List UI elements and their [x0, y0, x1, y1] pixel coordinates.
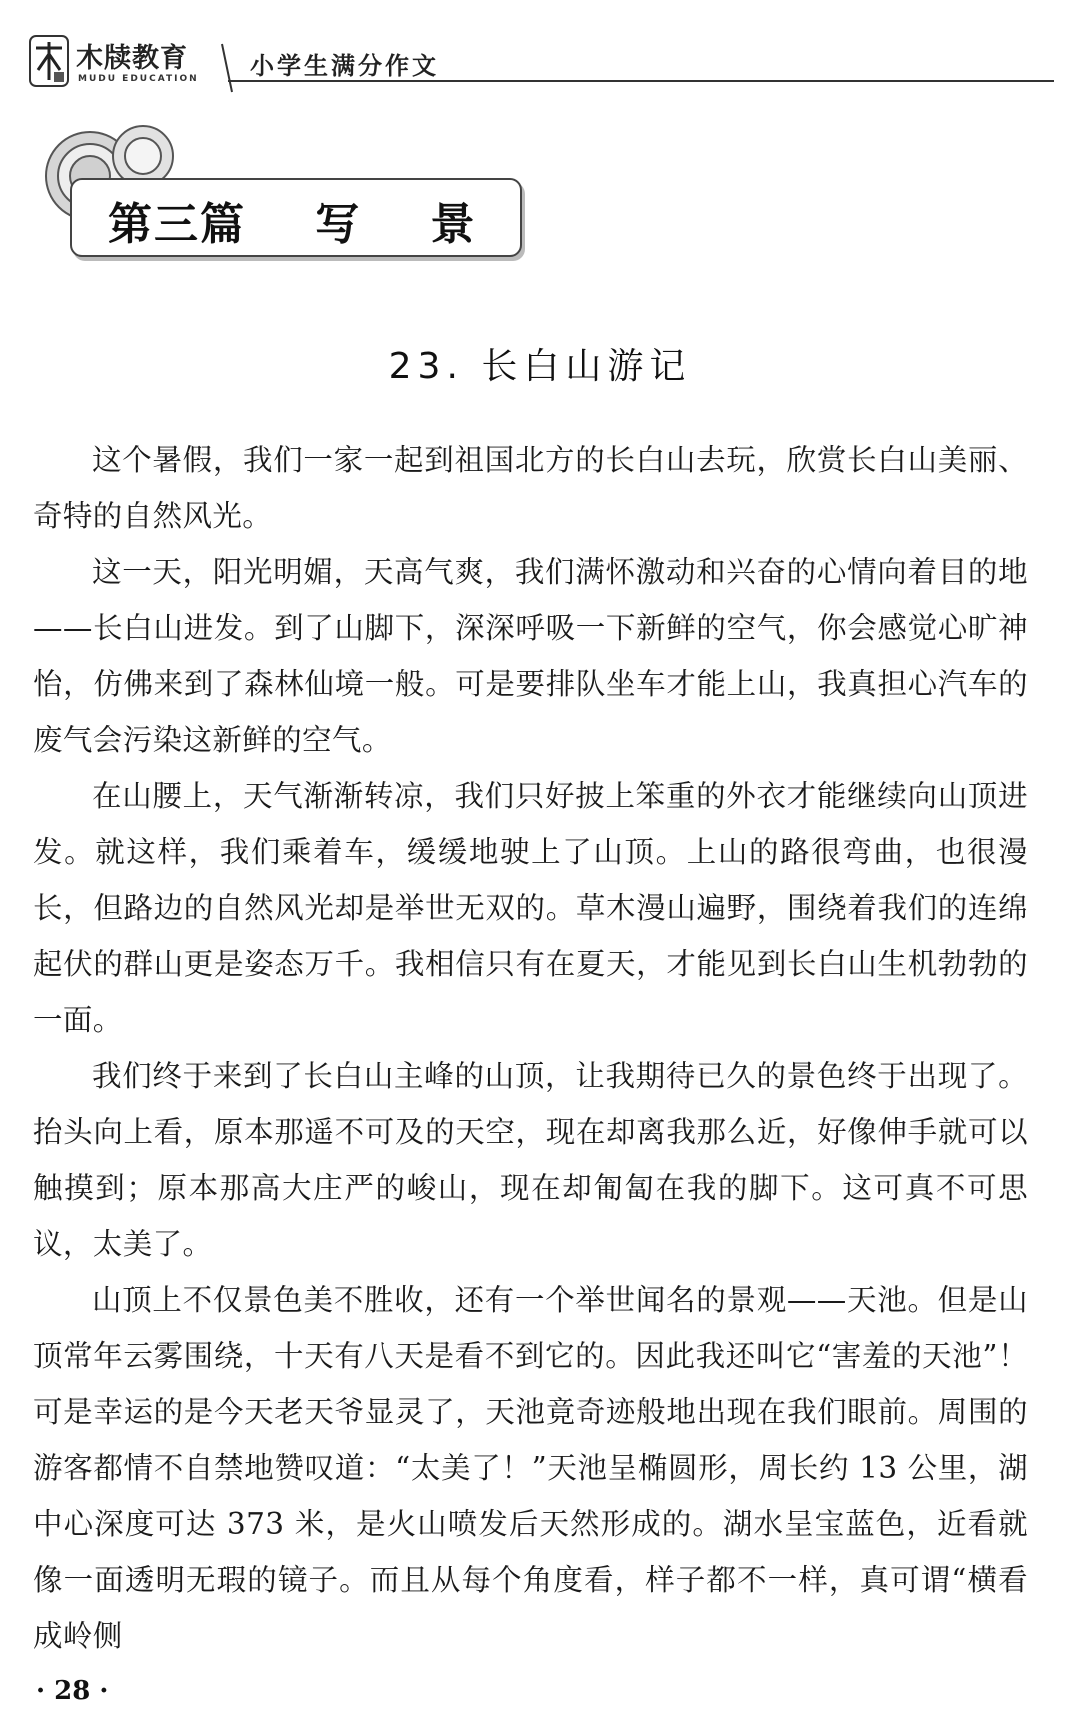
page-header — [28, 28, 1052, 98]
paragraph: 我们终于来到了长白山主峰的山顶，让我期待已久的景色终于出现了。抬头向上看，原本那遥不可及的天空，现在却离我那么近，好像伸手就可以触摸到；原本那高大庄严的峻山，现在却匍匐在我的脚下。这可真不可思议，太美了。 — [33, 1059, 1028, 1261]
article-body — [33, 432, 1028, 1664]
paragraph: 山顶上不仅景色美不胜收，还有一个举世闻名的景观——天池。但是山顶常年云雾围绕，十天有八天是看不到它的。因此我还叫它“害羞的天池”！可是幸运的是今天老天爷显灵了，天池竟奇迹般地出现在我们眼前。周围的游客都情不自禁地赞叹道：“太美了！”天池呈椭圆形，周长约 13 公里，湖中心深度可达 373 米，是火山喷发后天然形成的。湖水呈宝蓝色，近看就像一面透明无瑕的镜子。而且从每个角度看，样子都不一样，真可谓“横看成岭侧 — [33, 1283, 1028, 1653]
page-number: · 28 · — [36, 1676, 109, 1706]
section-title-box — [70, 178, 522, 257]
paragraph: 这个暑假，我们一家一起到祖国北方的长白山去玩，欣赏长白山美丽、奇特的自然风光。 — [33, 443, 1028, 533]
paragraph: 这一天，阳光明媚，天高气爽，我们满怀激动和兴奋的心情向着目的地——长白山进发。到了山脚下，深深呼吸一下新鲜的空气，你会感觉心旷神怡，仿佛来到了森林仙境一般。可是要排队坐车才能上山，我真担心汽车的废气会污染这新鲜的空气。 — [33, 555, 1028, 757]
section-title: 第三篇 写 景 — [108, 199, 477, 250]
brand-name: 木牍教育 — [76, 43, 188, 74]
header-divider — [220, 42, 234, 94]
series-title: 小学生满分作文 — [250, 52, 439, 80]
header-rule — [228, 80, 1054, 82]
brand-subtitle: MUDU EDUCATION — [78, 74, 199, 84]
section-banner — [28, 118, 518, 270]
paragraph: 在山腰上，天气渐渐转凉，我们只好披上笨重的外衣才能继续向山顶进发。就这样，我们乘着车，缓缓地驶上了山顶。上山的路很弯曲，也很漫长，但路边的自然风光却是举世无双的。草木漫山遍野，围绕着我们的连绵起伏的群山更是姿态万千。我相信只有在夏天，才能见到长白山生机勃勃的一面。 — [33, 779, 1028, 1037]
mudu-logo-icon — [28, 34, 70, 88]
article-title: 23. 长白山游记 — [388, 346, 692, 387]
